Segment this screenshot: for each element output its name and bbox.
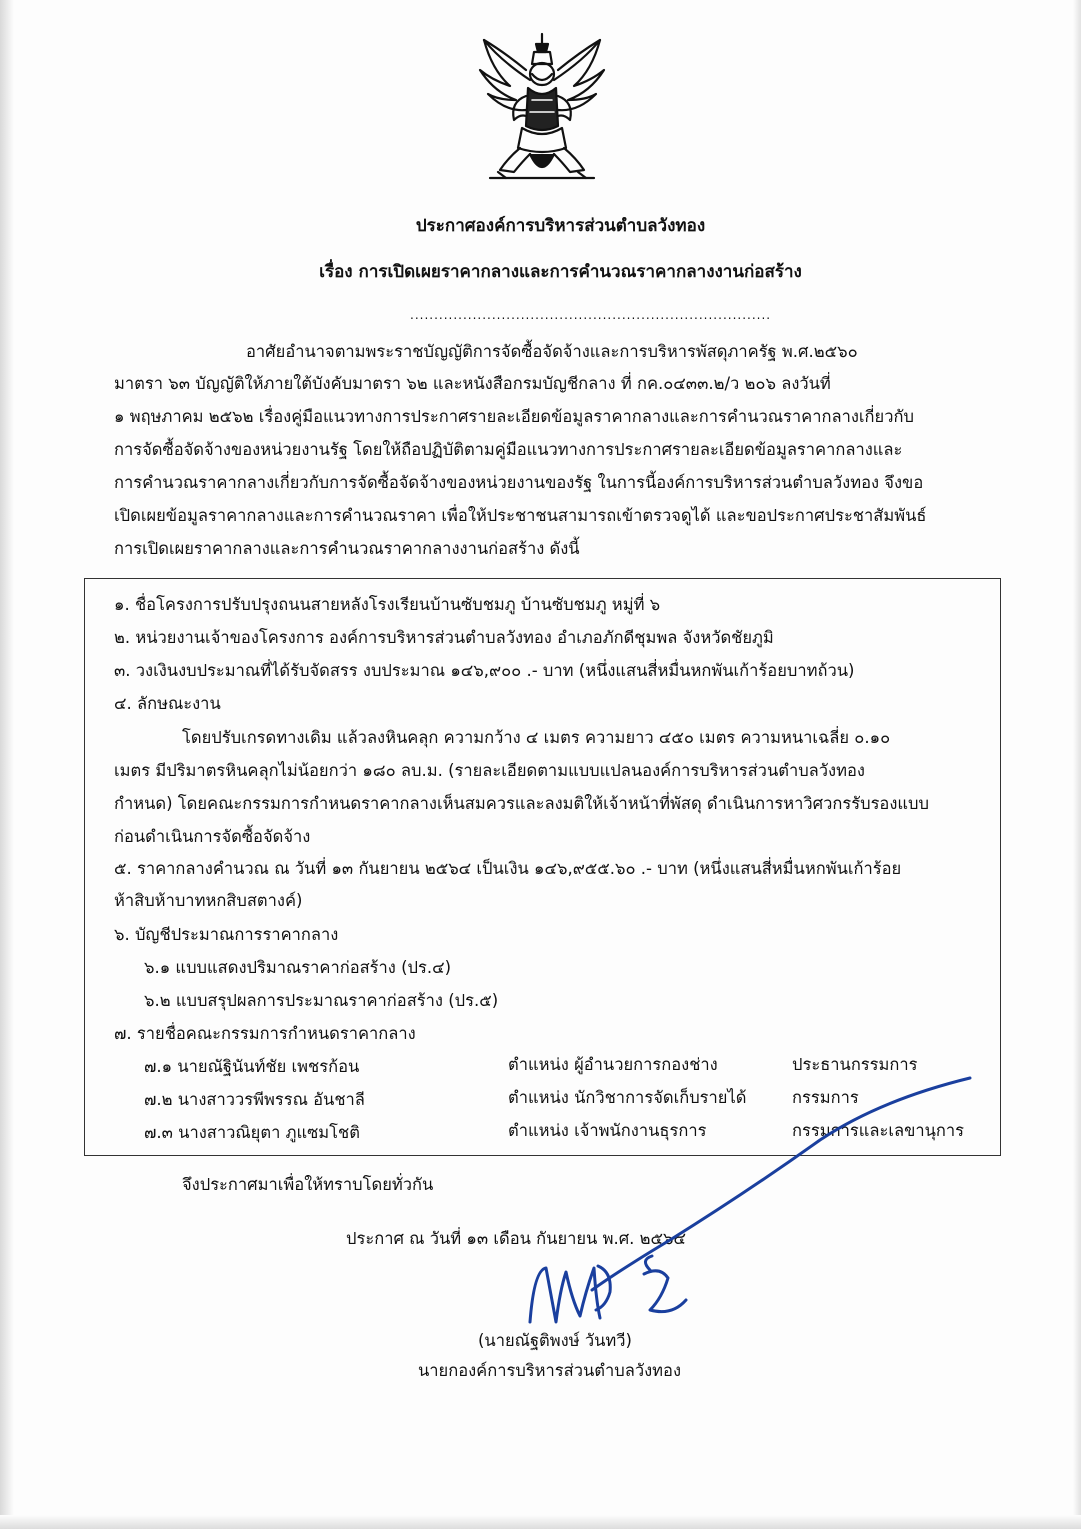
announcement-closing: จึงประกาศมาเพื่อให้ทราบโดยทั่วกัน bbox=[182, 1175, 434, 1194]
project-budget: ๓. วงเงินงบประมาณที่ได้รับจัดสรร งบประมาณ ๑๔๖,๙๐๐ .- บาท (หนึ่งแสนสี่หมื่นหกพันเก้าร้อยบาทถ้วน) bbox=[114, 661, 855, 680]
garuda-emblem-icon bbox=[470, 30, 615, 190]
work-description-line: กำหนด) โดยคณะกรรมการกำหนดราคากลางเห็นสมควรและลงมติให้เจ้าหน้าที่พัสดุ ดำเนินการหาวิศวกรรับรองแบบ bbox=[114, 794, 929, 813]
estimate-list-heading: ๖. บัญชีประมาณการราคากลาง bbox=[114, 925, 339, 944]
committee-member-name: ๗.๓ นางสาวณิยุตา ภูแซมโชติ bbox=[144, 1123, 360, 1142]
committee-member-position: ตำแหน่ง เจ้าพนักงานธุรการ bbox=[508, 1121, 707, 1140]
page-shadow-left bbox=[0, 0, 14, 1529]
intro-line: การเปิดเผยราคากลางและการคำนวณราคากลางงานก่อสร้าง ดังนี้ bbox=[114, 539, 580, 558]
announcement-title: ประกาศองค์การบริหารส่วนตำบลวังทอง bbox=[415, 216, 706, 236]
announcement-date: ประกาศ ณ วันที่ ๑๓ เดือน กันยายน พ.ศ. ๒๕๖๔ bbox=[346, 1229, 686, 1248]
committee-member-name: ๗.๒ นางสาววรพีพรรณ อันชาลี bbox=[144, 1090, 365, 1109]
intro-line: การจัดซื้อจัดจ้างของหน่วยงานรัฐ โดยให้ถือปฏิบัติตามคู่มือแนวทางการประกาศรายละเอียดข้อมูลราคากลางและ bbox=[114, 440, 903, 459]
project-name: ๑. ชื่อโครงการปรับปรุงถนนสายหลังโรงเรียนบ้านซับชมภู บ้านซับชมภู หมู่ที่ ๖ bbox=[114, 595, 661, 614]
intro-line: เปิดเผยข้อมูลราคากลางและการคำนวณราคา เพื่อให้ประชาชนสามารถเข้าตรวจดูได้ และขอประกาศประชาสัมพันธ์ bbox=[114, 506, 927, 525]
committee-member-name: ๗.๑ นายณัฐินันท์ชัย เพชรก้อน bbox=[144, 1057, 360, 1076]
committee-member-role: กรรมการ bbox=[792, 1088, 859, 1107]
signer-name: (นายณัฐติพงษ์ วันทวี) bbox=[478, 1331, 632, 1350]
committee-member-role: ประธานกรรมการ bbox=[792, 1055, 918, 1074]
committee-heading: ๗. รายชื่อคณะกรรมการกำหนดราคากลาง bbox=[114, 1024, 416, 1043]
intro-line: อาศัยอำนาจตามพระราชบัญญัติการจัดซื้อจัดจ้างและการบริหารพัสดุภาครัฐ พ.ศ.๒๕๖๐ bbox=[246, 342, 858, 361]
project-owner: ๒. หน่วยงานเจ้าของโครงการ องค์การบริหารส่วนตำบลวังทอง อำเภอภักดีชุมพล จังหวัดชัยภูมิ bbox=[114, 628, 774, 647]
estimate-item: ๖.๑ แบบแสดงปริมาณราคาก่อสร้าง (ปร.๔) bbox=[144, 958, 452, 977]
page-shadow-bottom bbox=[0, 1515, 1081, 1529]
median-price-line: ห้าสิบห้าบาทหกสิบสตางค์) bbox=[114, 891, 303, 910]
committee-member-position: ตำแหน่ง นักวิชาการจัดเก็บรายได้ bbox=[508, 1088, 747, 1107]
announcement-subject: เรื่อง การเปิดเผยราคากลางและการคำนวณราคากลางงานก่อสร้าง bbox=[319, 262, 802, 282]
work-description-line: เมตร มีปริมาตรหินคลุกไม่น้อยกว่า ๑๘๐ ลบ.ม. (รายละเอียดตามแบบแปลนองค์การบริหารส่วนตำบลวังทอง bbox=[114, 761, 865, 780]
intro-line: ๑ พฤษภาคม ๒๕๖๒ เรื่องคู่มือแนวทางการประกาศรายละเอียดข้อมูลราคากลางและการคำนวณราคากลางเกี่ยวกับ bbox=[114, 407, 914, 426]
work-description-heading: ๔. ลักษณะงาน bbox=[114, 694, 221, 713]
committee-member-position: ตำแหน่ง ผู้อำนวยการกองช่าง bbox=[508, 1055, 718, 1074]
intro-line: การคำนวณราคากลางเกี่ยวกับการจัดซื้อจัดจ้างของหน่วยงานของรัฐ ในการนี้องค์การบริหารส่วนตำบลวังทอง จึงขอ bbox=[114, 473, 924, 492]
signer-title: นายกองค์การบริหารส่วนตำบลวังทอง bbox=[418, 1361, 682, 1380]
intro-line: มาตรา ๖๓ บัญญัติให้ภายใต้บังคับมาตรา ๖๒ และหนังสือกรมบัญชีกลาง ที่ กค.๐๔๓๓.๒/ว ๒๐๖ ลงวันที่ bbox=[114, 374, 831, 393]
title-separator: ........................................................................... bbox=[410, 308, 772, 322]
estimate-item: ๖.๒ แบบสรุปผลการประมาณราคาก่อสร้าง (ปร.๕) bbox=[144, 991, 499, 1010]
work-description-line: ก่อนดำเนินการจัดซื้อจัดจ้าง bbox=[114, 827, 311, 846]
work-description-line: โดยปรับเกรดทางเดิม แล้วลงหินคลุก ความกว้าง ๔ เมตร ความยาว ๔๕๐ เมตร ความหนาเฉลี่ย ๐.๑๐ bbox=[182, 728, 891, 747]
committee-member-role: กรรมการและเลขานุการ bbox=[792, 1121, 965, 1140]
median-price-line: ๕. ราคากลางคำนวณ ณ วันที่ ๑๓ กันยายน ๒๕๖๔ เป็นเงิน ๑๔๖,๙๕๕.๖๐ .- บาท (หนึ่งแสนสี่หมื่นหกพันเก้าร้อย bbox=[114, 859, 902, 878]
